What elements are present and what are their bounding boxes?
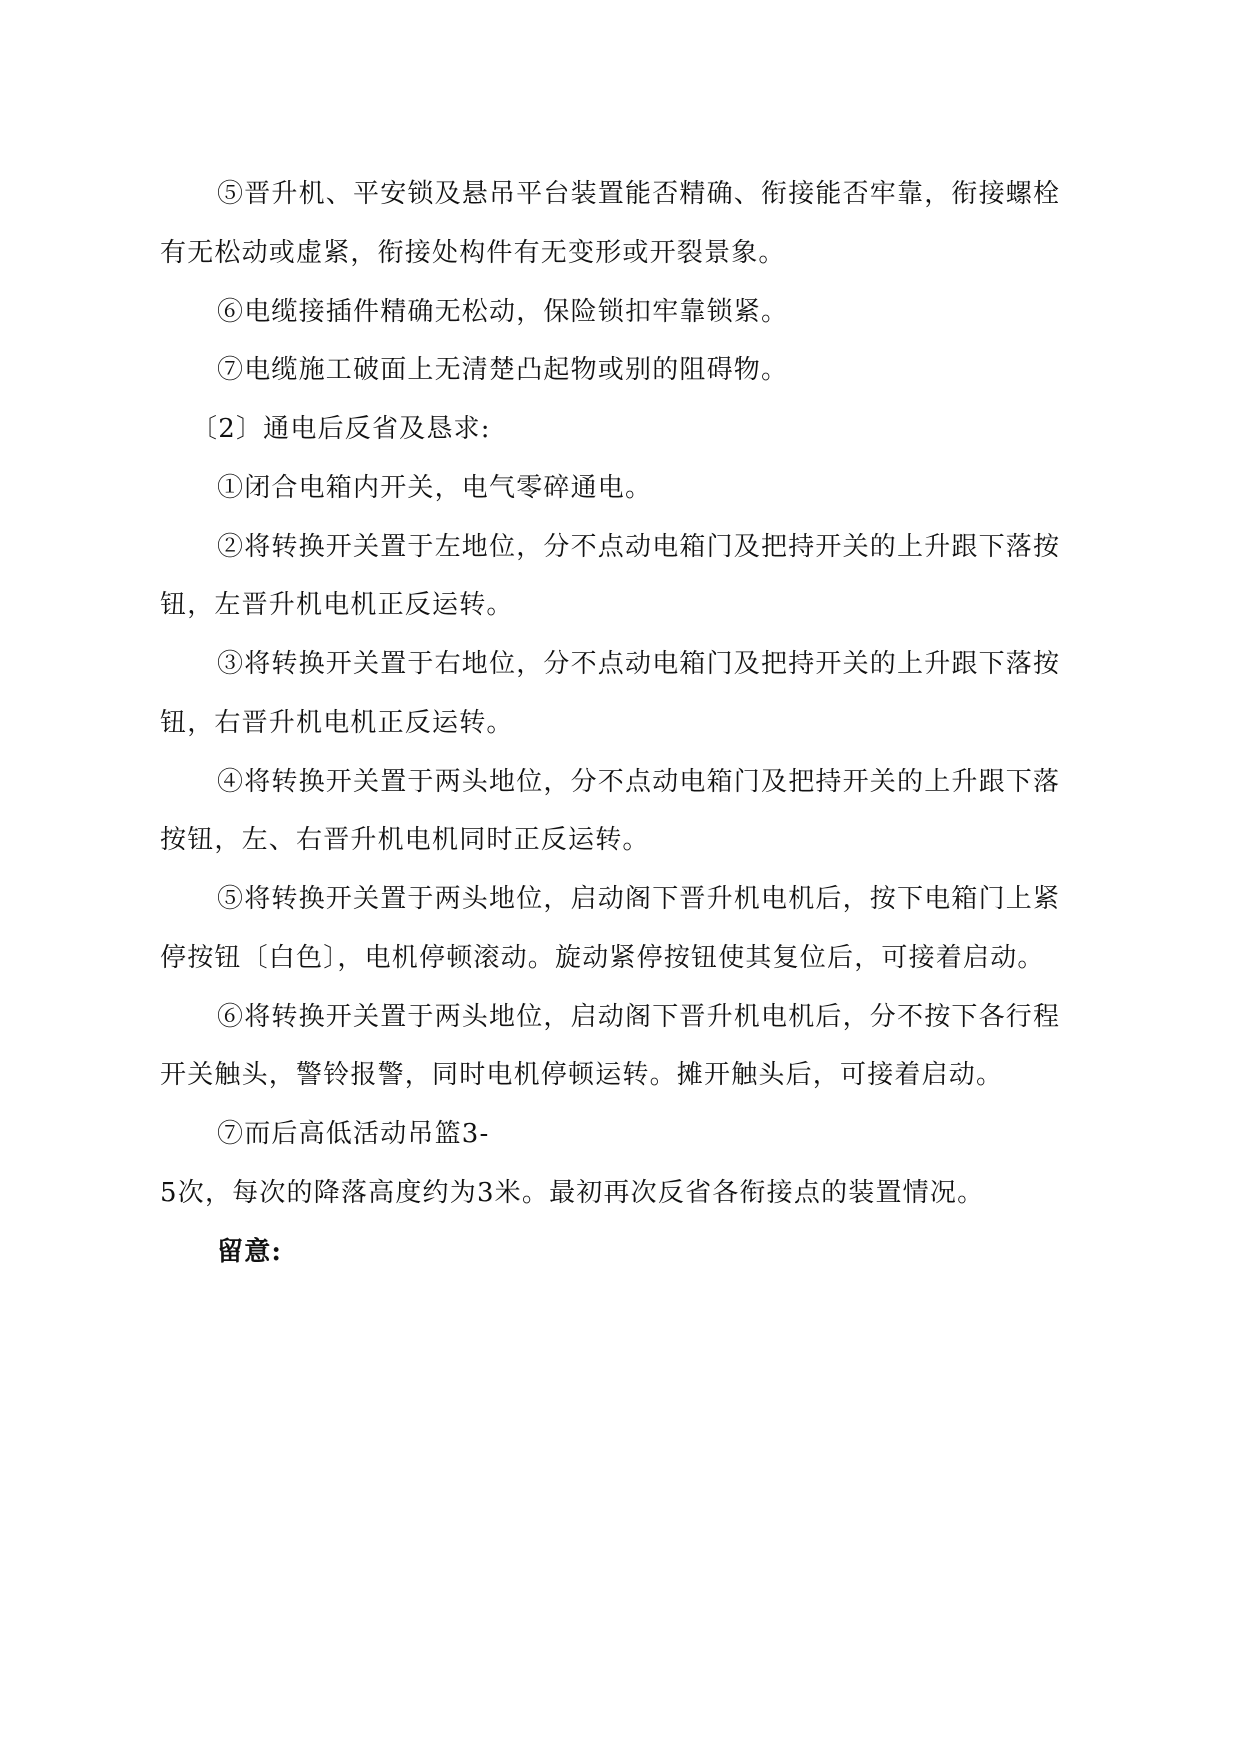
paragraph-line: 有无松动或虚紧，衔接处构件有无变形或开裂景象。	[160, 238, 786, 268]
section-heading: 〔2〕通电后反省及恳求:	[191, 414, 491, 444]
paragraph-line: 5次，每次的降落高度约为3米。最初再次反省各衔接点的装置情况。	[160, 1178, 985, 1208]
paragraph-line: 按钮，左、右晋升机电机同时正反运转。	[160, 825, 650, 855]
paragraph-line: ⑦电缆施工破面上无清楚凸起物或别的阻碍物。	[217, 355, 789, 385]
paragraph-line: 钮，右晋升机电机正反运转。	[160, 708, 514, 738]
paragraph-line: ⑤晋升机、平安锁及悬吊平台装置能否精确、衔接能否牢靠，衔接螺栓	[217, 179, 1061, 209]
paragraph-line: ⑥将转换开关置于两头地位，启动阁下晋升机电机后，分不按下各行程	[217, 1002, 1061, 1032]
paragraph-line: 开关触头，警铃报警，同时电机停顿运转。摊开触头后，可接着启动。	[160, 1060, 1004, 1090]
paragraph-line: 停按钮〔白色〕，电机停顿滚动。旋动紧停按钮使其复位后，可接着启动。	[160, 943, 1045, 973]
note-heading: 留意:	[217, 1237, 283, 1267]
paragraph-line: ⑤将转换开关置于两头地位，启动阁下晋升机电机后，按下电箱门上紧	[217, 884, 1061, 914]
paragraph-line: ②将转换开关置于左地位，分不点动电箱门及把持开关的上升跟下落按	[217, 532, 1061, 562]
paragraph-line: 钮，左晋升机电机正反运转。	[160, 590, 514, 620]
paragraph-line: ⑦而后高低活动吊篮3-	[217, 1119, 490, 1149]
paragraph-line: ⑥电缆接插件精确无松动，保险锁扣牢靠锁紧。	[217, 297, 789, 327]
paragraph-line: ③将转换开关置于右地位，分不点动电箱门及把持开关的上升跟下落按	[217, 649, 1061, 679]
paragraph-line: ①闭合电箱内开关，电气零碎通电。	[217, 473, 653, 503]
paragraph-line: ④将转换开关置于两头地位，分不点动电箱门及把持开关的上升跟下落	[217, 767, 1061, 797]
